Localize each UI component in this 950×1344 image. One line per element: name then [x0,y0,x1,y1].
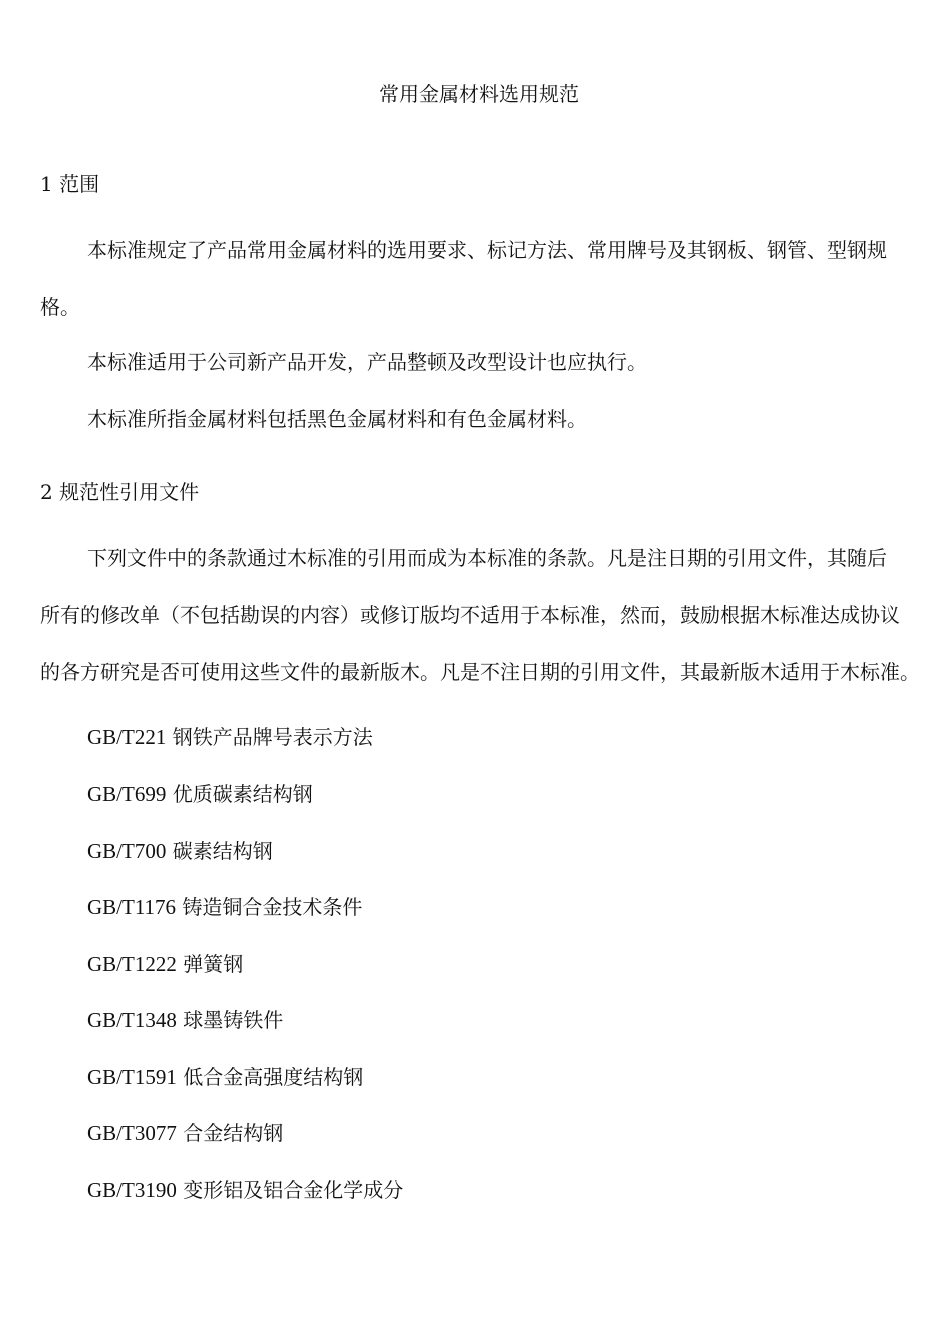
reference-standard-item [87,1119,283,1147]
reference-standard-item [87,723,373,751]
section-2-paragraph-line-2: 所有的修改单（不包括勘误的内容）或修订版均不适用于本标准，然而，鼓励根据木标准达成协议 [40,603,900,627]
section-1-paragraph-2: 本标准适用于公司新产品开发，产品整顿及改型设计也应执行。 [87,350,647,374]
reference-standard-item [87,1176,403,1204]
standard-code: GB/T1222 [87,952,177,976]
standard-name: 钢铁产品牌号表示方法 [172,725,373,749]
standard-code: GB/T3190 [87,1178,177,1202]
standard-name: 弹簧钢 [183,952,244,976]
section-1-paragraph-3: 木标准所指金属材料包括黑色金属材料和有色金属材料。 [87,407,587,431]
standard-code: GB/T1591 [87,1065,177,1089]
standard-code: GB/T1176 [87,895,177,919]
standard-code: GB/T699 [87,782,167,806]
section-1-paragraph-1-line-1: 本标准规定了产品常用金属材料的选用要求、标记方法、常用牌号及其钢板、钢管、型钢规 [87,238,887,262]
standard-code: GB/T3077 [87,1121,177,1145]
standard-name: 变形铝及铝合金化学成分 [183,1178,404,1202]
reference-standard-item [87,1063,363,1091]
standard-name: 低合金高强度结构钢 [183,1065,364,1089]
standard-name: 优质碳素结构钢 [172,782,313,806]
reference-standard-item [87,893,362,921]
standard-name: 球墨铸铁件 [183,1008,284,1032]
standard-code: GB/T1348 [87,1008,177,1032]
standard-name: 合金结构钢 [183,1121,284,1145]
section-2-paragraph-line-3: 的各方研究是否可使用这些文件的最新版木。凡是不注日期的引用文件，其最新版木适用于木标准。 [40,660,920,684]
reference-standard-item [87,780,313,808]
section-2-heading: 2 规范性引用文件 [40,480,200,504]
standard-code: GB/T221 [87,725,167,749]
reference-standard-item [87,950,243,978]
standard-name: 铸造铜合金技术条件 [182,895,363,919]
section-2-paragraph-line-1: 下列文件中的条款通过木标准的引用而成为本标准的条款。凡是注日期的引用文件，其随后 [87,546,887,570]
standard-name: 碳素结构钢 [172,839,273,863]
reference-standard-item [87,1006,283,1034]
reference-standard-item [87,837,273,865]
document-title: 常用金属材料选用规范 [379,82,579,106]
section-1-paragraph-1-line-2: 格。 [40,295,80,319]
standard-code: GB/T700 [87,839,167,863]
section-1-heading: 1 范围 [40,172,100,196]
